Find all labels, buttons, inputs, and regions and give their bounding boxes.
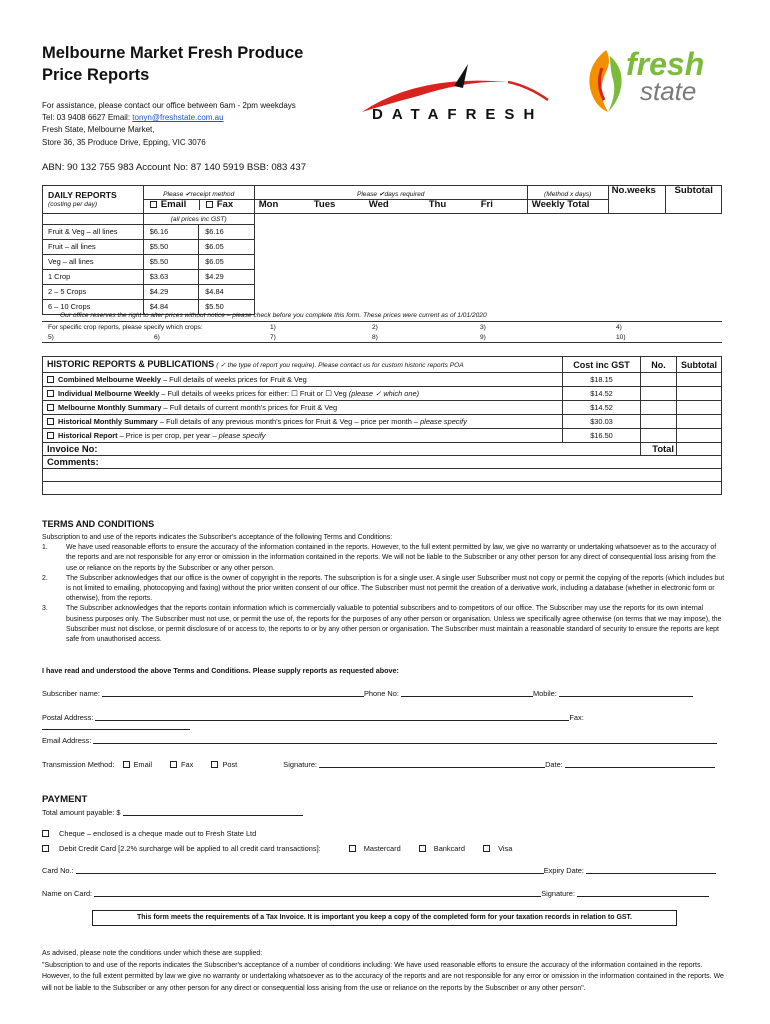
list-item: Historical Monthly Summary – Full details of any previous month's prices for Fruit & Veg – price per month – please specify $30.03 — [43, 415, 722, 429]
datafresh-logo — [358, 62, 558, 132]
day-thu[interactable]: Thu — [428, 198, 447, 210]
qty-field[interactable] — [641, 373, 677, 387]
total-field[interactable] — [677, 443, 722, 456]
day-fri[interactable]: Fri — [480, 198, 493, 210]
trans-post-checkbox[interactable] — [211, 761, 218, 768]
advised-block: As advised, please note the conditions under which these are supplied: "Subscription to and use of the reports indicates the Subscriber's acceptance of a number of conditions including: We have used reasonable efforts to ensure the accuracy of the information contained in the reports. However, to the full extent permitted by law we give no warranty or undertaking whatsoever as to the accuracy of the reports and are not responsible for any error or omission in the information contained in the reports. We will not be liable to the Subscriber or any other person for any direct or consequential loss arising from the use or reliance on the reports by the Subscriber or any other person". — [42, 950, 724, 992]
email-option[interactable]: Email — [144, 200, 199, 210]
table-row: 1 Crop $3.63 $4.29 — [43, 270, 722, 285]
bankcard-checkbox[interactable] — [419, 845, 426, 852]
terms-item: 2. The Subscriber acknowledges that our office is the owner of copyright in the reports. The subscription is for a single user. A single user Subscriber must not copy or permit the copying of the reports (which includes but is not limited to emailing, photocopying and faxing) without the prior written consent of our office. The Subscriber must not permit the creation of a derivative work, including a database (whether in electronic form or otherwise), from the reports. — [42, 574, 725, 603]
contact-block: For assistance, please contact our office between 6am - 2pm weekdays Tel: 03 9408 6627 Email: tonyn@freshstate.com.au Fresh State, Melbourne Market, Store 36, 35 Produce Drive, Epping, VIC 3076 — [42, 101, 296, 147]
trans-email-option[interactable]: Email — [123, 760, 152, 769]
crop-specify-box: For specific crop reports, please specify which crops: 1) 2) 3) 4) 5) 6) 7) 8) 9) 10) — [42, 321, 722, 343]
list-item: Melbourne Monthly Summary – Full details of current month's prices for Fruit & Veg $14.52 — [43, 401, 722, 415]
postal-row: Postal Address: Fax: — [42, 713, 727, 731]
terms-item: 1. We have used reasonable efforts to ensure the accuracy of the information contained in the reports. However, to the full extent permitted by law, we give no warranty or undertaking whatsoever as to the accuracy of the reports and are not responsible for any error or omission in the information contained in the reports. We will not be liable to the Subscriber or any other person for any direct of consequential loss arising from the use or reliance on the reports by the Subscriber or any other person. — [42, 544, 717, 572]
combined-weekly-checkbox[interactable] — [47, 376, 54, 383]
date-field[interactable] — [565, 760, 715, 768]
crop-field-5[interactable]: 5) — [48, 334, 54, 341]
individual-weekly-checkbox[interactable] — [47, 390, 54, 397]
comments-line[interactable] — [43, 482, 722, 495]
abn-line: ABN: 90 132 755 983 Account No: 87 140 5919 BSB: 083 437 — [42, 162, 307, 173]
table-row: 2 – 5 Crops $4.29 $4.84 — [43, 285, 722, 300]
card-signature-field[interactable] — [577, 889, 709, 897]
cheque-option[interactable]: Cheque – enclosed is a cheque made out to Fresh State Ltd — [42, 829, 256, 838]
terms-body: Subscription to and use of the reports indicates the Subscriber's acceptance of the following Terms and Conditions: 1. We have used reasonable efforts to ensure the accuracy of the information contained in the reports. However, to the full extent permitted by law, we give no warranty or undertaking whatsoever as to the accuracy of the reports and are not responsible for any error or omission in the information contained in the reports. We will not be liable to the Subscriber or any other person for any direct of consequential loss arising from the use or reliance on the reports by the Subscriber or any other person. 2. The Subscriber acknowledges that our office is the owner of copyright in the reports. The subscription is for a single user. A single user Subscriber must not copy or permit the copying of the reports (which includes but is not limited to emailing, photocopying and faxing) without the prior written consent of our office. The Subscriber must not permit the creation of a derivative work, including a database (whether in electronic form or otherwise), from the reports. 3. The Subscriber acknowledges that the reports contain information which is commercially valuable to potential subscribers and to competitors of our office. The Subscriber may use the reports for its own internal business purposes only. The Subscriber must not use, or permit the use of, the reports for the purposes of any other person or organisation. Unless we specifically agree otherwise (on terms that we may impose), the Subscriber must not disclose, or permit disclosure of or access to, the reports to or by any other person or organisation. The Subscriber must maintain a reasonable standard of security to ensure the reports are kept safe from unauthorised access. — [42, 533, 727, 645]
terms-heading: TERMS AND CONDITIONS — [42, 519, 155, 529]
total-label: Total — [641, 443, 677, 456]
transmission-row: Transmission Method: Email Fax Post Signature: Date: — [42, 760, 727, 769]
email-row: Email Address: — [42, 736, 727, 745]
fax-field[interactable] — [42, 722, 190, 730]
fax-option[interactable]: Fax — [199, 200, 254, 210]
agree-statement: I have read and understood the above Terms and Conditions. Please supply reports as requested above: — [42, 666, 399, 675]
visa-checkbox[interactable] — [483, 845, 490, 852]
card-no-row: Card No.: Expiry Date: — [42, 866, 732, 875]
mobile-field[interactable] — [559, 689, 693, 697]
crop-field-6[interactable]: 6) — [154, 334, 160, 341]
day-mon[interactable]: Mon — [258, 198, 279, 210]
comments-line[interactable] — [43, 469, 722, 482]
freshstate-logo — [582, 46, 732, 116]
trans-fax-checkbox[interactable] — [170, 761, 177, 768]
payment-heading: PAYMENT — [42, 794, 88, 805]
historic-reports-table: HISTORIC REPORTS & PUBLICATIONS ( ✓ the type of report you require). Please contact us for custom historic reports POA Cost inc GST No. Subtotal Combined Melbourne Weekly – Full details of weeks prices for Fruit & Veg $18.15 Individual Melbourne Weekly – Full details of weeks prices for either: ☐ Fruit or ☐ Veg (please ✓ which one) $14.52 Melbourne Monthly Summary – Full details of current month's prices for Fruit & Veg $14.52 Historical Monthly Summary – Full details of any previous month's prices for Fruit & Veg – price per month – please specify $30.03 Historical Report – Price is per crop, per year – please specify $16.50 Invoice No: Total Comments: — [42, 356, 722, 495]
table-row: Fruit & Veg – all lines $6.16 $6.16 — [43, 225, 722, 240]
table-row: Fruit – all lines $5.50 $6.05 — [43, 240, 722, 255]
tax-invoice-notice: This form meets the requirements of a Tax Invoice. It is important you keep a copy of the completed form for your taxation records in relation to GST. — [92, 910, 677, 926]
comments-field[interactable]: Comments: — [43, 456, 722, 469]
card-no-field[interactable] — [76, 866, 544, 874]
cheque-checkbox[interactable] — [42, 830, 49, 837]
bankcard-option[interactable]: Bankcard — [419, 844, 465, 853]
terms-item: 3. The Subscriber acknowledges that the reports contain information which is commercially valuable to potential subscribers and to competitors of our office. The Subscriber may use the reports for its own internal business purposes only. The Subscriber must not use, or permit the use of, the reports for the purposes of any other person or organisation. Unless we specifically agree otherwise (on terms that we may impose), the Subscriber must not disclose, or permit disclosure of or access to, the reports to or by any other person or organisation. The Subscriber must maintain a reasonable standard of security to ensure the reports are kept safe from unauthorised access. — [42, 605, 722, 644]
daily-reports-table: DAILY REPORTS (costing per day) Please ✔receipt method Email Fax Please ✔days required Mon Tues Wed Thu Fri (Method x days) Weekly Total No.weeks Subtotal (all prices inc GST) Fruit & Veg – all lines $6.16 $6.16 Fruit – all lines $5.50 $6.05 Veg – all lines $5.50 $6.05 1 Crop $3.63 $4.29 2 – 5 Crops $4.29 $4.84 6 – 10 Crops $4.84 $5.50 — [42, 185, 722, 315]
invoice-no-field[interactable]: Invoice No: — [43, 443, 641, 456]
crop-field-2[interactable]: 2) — [372, 324, 378, 331]
historical-report-checkbox[interactable] — [47, 432, 54, 439]
card-option-row: Debit Credit Card [2.2% surcharge will be applied to all credit card transactions]: Mastercard Bankcard Visa — [42, 844, 732, 853]
name-on-card-field[interactable] — [94, 889, 541, 897]
postal-address-field[interactable] — [95, 713, 569, 721]
total-payable-field[interactable] — [123, 808, 303, 816]
trans-fax-option[interactable]: Fax — [170, 760, 193, 769]
day-tues[interactable]: Tues — [313, 198, 336, 210]
total-payable-row: Total amount payable: $ — [42, 808, 303, 817]
fax-checkbox[interactable] — [206, 201, 213, 208]
historical-monthly-checkbox[interactable] — [47, 418, 54, 425]
email-checkbox[interactable] — [150, 201, 157, 208]
mastercard-checkbox[interactable] — [349, 845, 356, 852]
crop-field-9[interactable]: 9) — [480, 334, 486, 341]
qty-field[interactable] — [641, 401, 677, 415]
expiry-date-field[interactable] — [586, 866, 716, 874]
form-title: Melbourne Market Fresh Produce Price Reports — [42, 44, 304, 84]
debit-credit-checkbox[interactable] — [42, 845, 49, 852]
email-link[interactable]: tonyn@freshstate.com.au — [132, 113, 224, 123]
qty-field[interactable] — [641, 429, 677, 443]
monthly-summary-checkbox[interactable] — [47, 404, 54, 411]
qty-field[interactable] — [641, 415, 677, 429]
signature-field[interactable] — [319, 760, 545, 768]
crop-field-8[interactable]: 8) — [372, 334, 378, 341]
crop-field-1[interactable]: 1) — [270, 324, 276, 331]
subscriber-name-field[interactable] — [102, 689, 364, 697]
datafresh-wordmark: DATAFRESH — [372, 106, 544, 123]
table-row: Veg – all lines $5.50 $6.05 — [43, 255, 722, 270]
list-item: Historical Report – Price is per crop, per year – please specify $16.50 — [43, 429, 722, 443]
crop-field-4[interactable]: 4) — [616, 324, 622, 331]
visa-option[interactable]: Visa — [483, 844, 512, 853]
phone-field[interactable] — [401, 689, 533, 697]
leaf-flame-icon — [582, 48, 630, 114]
list-item: Combined Melbourne Weekly – Full details of weeks prices for Fruit & Veg $18.15 — [43, 373, 722, 387]
email-address-field[interactable] — [93, 736, 717, 744]
trans-post-option[interactable]: Post — [211, 760, 237, 769]
day-wed[interactable]: Wed — [368, 198, 389, 210]
crop-field-10[interactable]: 10) — [616, 334, 626, 341]
trans-email-checkbox[interactable] — [123, 761, 130, 768]
subscriber-row: Subscriber name: Phone No: Mobile: — [42, 689, 727, 698]
table-row: 6 – 10 Crops $4.84 $5.50 — [43, 300, 722, 315]
name-on-card-row: Name on Card: Signature: — [42, 889, 732, 898]
crop-field-3[interactable]: 3) — [480, 324, 486, 331]
crop-field-7[interactable]: 7) — [270, 334, 276, 341]
qty-field[interactable] — [641, 387, 677, 401]
price-notice: Our office reserves the right to alter prices without notice – please check before you complete this form. These prices were current as of 1/01/2020 — [60, 312, 487, 319]
mastercard-option[interactable]: Mastercard — [349, 844, 401, 853]
fresh-wordmark: fresh — [626, 46, 705, 82]
list-item: Individual Melbourne Weekly – Full details of weeks prices for either: ☐ Fruit or ☐ Veg (please ✓ which one) $14.52 — [43, 387, 722, 401]
state-wordmark: state — [640, 76, 697, 106]
